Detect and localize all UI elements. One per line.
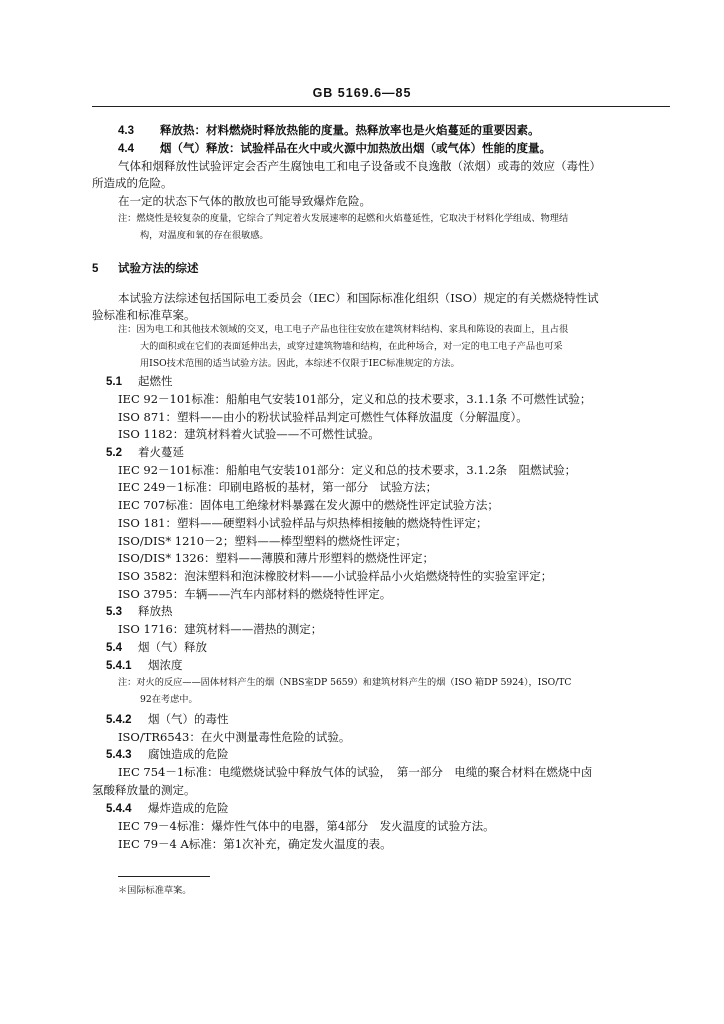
section-title: 起燃性 (138, 374, 173, 388)
paragraph: 在一定的状态下气体的散放也可能导致爆炸危险。 (118, 194, 371, 208)
list-item: ISO 1716：建筑材料——潜热的测定； (118, 622, 323, 636)
list-item: ISO 181：塑料——硬塑料小试验样品与炽热棒相接触的燃烧特性评定； (118, 516, 488, 530)
footnote-rule (118, 876, 210, 877)
section-number: 5.4.4 (106, 803, 132, 815)
subsection-5-1 (106, 373, 173, 390)
clause-number: 4.3 (118, 125, 134, 137)
note: 92在考虑中。 (140, 694, 198, 705)
list-item: ISO 3795：车辆——汽车内部材料的燃烧特性评定。 (118, 587, 392, 601)
list-item: ISO/TR6543：在火中测量毒性危险的试验。 (118, 730, 351, 744)
clause-text: 烟（气）释放：试验样品在火中或火源中加热放出烟（或气体）性能的度量。 (160, 141, 551, 155)
list-item: ISO 3582：泡沫塑料和泡沫橡胶材料——小试验样品小火焰燃烧特性的实验室评定； (118, 569, 553, 583)
list-item: ISO 1182：建筑材料着火试验——不可燃性试验。 (118, 427, 380, 441)
section-number: 5.1 (106, 376, 122, 388)
subsection-5-2 (106, 444, 184, 461)
list-item: IEC 707标准：固体电工绝缘材料暴露在发火源中的燃烧性评定试验方法； (118, 498, 499, 512)
document-number: GB 5169.6—85 (312, 86, 412, 100)
subsection-5-4-4 (106, 800, 229, 817)
subsection-5-4 (106, 639, 207, 656)
footnote: ＊国际标准草案。 (118, 885, 192, 896)
list-item: IEC 79－4 A标准：第1次补充，确定发火温度的表。 (118, 837, 392, 851)
note: 注：燃烧性是较复杂的度量，它综合了判定着火发展速率的起燃和火焰蔓延性，它取决于材料化学组成、物理结 (118, 213, 569, 224)
paragraph: 所造成的危险。 (92, 176, 173, 190)
clause-text: 释放热：材料燃烧时释放热能的度量。热释放率也是火焰蔓延的重要因素。 (160, 123, 540, 137)
section-title: 烟（气）的毒性 (148, 712, 229, 726)
list-item: ISO/DIS* 1210－2；塑料——棒型塑料的燃烧性评定； (118, 534, 407, 548)
header-rule (92, 106, 670, 107)
note: 注：因为电工和其他技术领域的交叉，电工电子产品也往往安放在建筑材料结构、家具和陈设的表面上，且占很 (118, 324, 569, 335)
clause-4-4 (118, 140, 551, 157)
note: 构，对温度和氧的存在很敏感。 (140, 230, 269, 241)
section-number: 5.2 (106, 447, 122, 459)
section-5-heading (92, 260, 199, 277)
section-title: 释放热 (138, 604, 173, 618)
section-title: 爆炸造成的危险 (148, 801, 229, 815)
subsection-5-4-3 (106, 746, 229, 763)
clause-4-3 (118, 122, 540, 139)
list-item: IEC 754－1标准：电缆燃烧试验中释放气体的试验， 第一部分 电缆的聚合材料在燃烧中卤 (118, 765, 593, 779)
section-number: 5 (92, 263, 99, 275)
list-item: ISO/DIS* 1326：塑料——薄膜和薄片形塑料的燃烧性评定； (118, 551, 435, 565)
paragraph: 气体和烟释放性试验评定会否产生腐蚀电工和电子设备或不良逸散（浓烟）或毒的效应（毒性） (118, 159, 601, 173)
section-title: 烟（气）释放 (138, 640, 207, 654)
section-title: 腐蚀造成的危险 (148, 747, 229, 761)
section-number: 5.4.3 (106, 749, 132, 761)
subsection-5-4-2 (106, 711, 229, 728)
note: 注：对火的反应——固体材料产生的烟（NBS室DP 5659）和建筑材料产生的烟（ISO 箱DP 5924），ISO/TC (118, 677, 572, 688)
section-number: 5.4 (106, 642, 122, 654)
list-item: IEC 79－4标准：爆炸性气体中的电器，第4部分 发火温度的试验方法。 (118, 819, 495, 833)
section-title: 烟浓度 (148, 658, 183, 672)
section-title: 试验方法的综述 (118, 261, 199, 275)
list-item: ISO 871：塑料——由小的粉状试验样品判定可燃性气体释放温度（分解温度）。 (118, 410, 528, 424)
section-number: 5.3 (106, 606, 122, 618)
section-number: 5.4.2 (106, 714, 132, 726)
note: 大的面积或在它们的表面延伸出去，或穿过建筑物墙和结构，在此种场合，对一定的电工电子产品也可采 (140, 341, 563, 352)
subsection-5-3 (106, 603, 173, 620)
clause-number: 4.4 (118, 143, 134, 155)
paragraph: 验标准和标准草案。 (92, 308, 196, 322)
section-number: 5.4.1 (106, 660, 132, 672)
list-item: IEC 92－101标准：船舶电气安装101部分：定义和总的技术要求，3.1.2条 阻燃试验； (118, 463, 577, 477)
subsection-5-4-1 (106, 657, 183, 674)
paragraph: 本试验方法综述包括国际电工委员会（IEC）和国际标准化组织（ISO）规定的有关燃烧特性试 (118, 291, 599, 305)
note: 用ISO技术范围的适当试验方法。因此，本综述不仅限于IEC标准规定的方法。 (140, 358, 460, 369)
list-item: IEC 249－1标准：印刷电路板的基材，第一部分 试验方法； (118, 480, 438, 494)
section-title: 着火蔓延 (138, 445, 184, 459)
list-item: IEC 92－101标准：船舶电气安装101部分，定义和总的技术要求，3.1.1条 不可燃性试验； (118, 392, 592, 406)
list-item: 氢酸释放量的测定。 (92, 783, 196, 797)
